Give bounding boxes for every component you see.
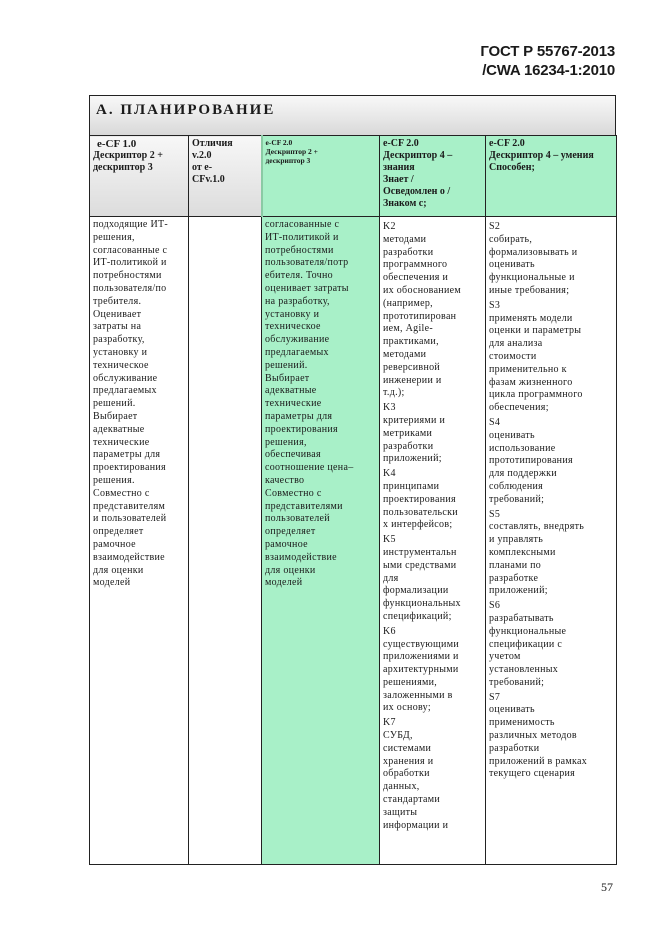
knowledge-text: существующими приложениями и архитектурными решениями, заложенными в их основу; [383, 638, 459, 714]
header-ecf2-skills-label: e-CF 2.0 Дескриптор 4 – умения Способен; [489, 138, 594, 173]
standard-subnumber: /CWA 16234-1:2010 [482, 62, 615, 79]
knowledge-text: инструментальн ыми средствами для формализации функциональных спецификаций; [383, 546, 461, 622]
table-body-row [90, 217, 617, 865]
header-ecf2-skills [486, 136, 617, 217]
header-ecf1 [90, 136, 189, 217]
knowledge-item [383, 534, 482, 624]
skill-item [489, 509, 613, 599]
skill-text: разрабатывать функциональные спецификации с учетом установленных требований; [489, 612, 567, 688]
knowledge-item [383, 221, 482, 400]
skill-text: составлять, внедрять и управлять комплексными планами по разработке приложений; [489, 521, 585, 597]
competence-table [89, 135, 617, 865]
skill-text: оценивать использование прототипирования для поддержки соблюдения требований; [489, 429, 573, 505]
skill-item [489, 417, 613, 507]
knowledge-code: K6 [383, 625, 396, 637]
ecf1-description: подходящие ИТ- решения, согласованные с ИТ-политикой и потребностями пользователя/по требителя. Оценивает затраты на разработку, установку и техническое обслуживание предлагаемых решений. Выбирает адекватные технические параметры для проектирования решения. Совместно с представителям и пользователей определяет рамочное взаимодействие для оценки моделей [93, 219, 169, 589]
page-number: 57 [601, 880, 613, 894]
skill-item [489, 600, 613, 690]
skill-item [489, 692, 613, 782]
ecf2-description: согласованные с ИТ-политикой и потребностями пользователя/потр ебителя. Точно оценивает затраты на разработку, установку и техническое обслуживание предлагаемых решений. Выбирает адекватные технические параметры для проектирования решения, обеспечивая соотношение цена– качество Совместно с представителями пользователей определяет рамочное взаимодействие для оценки моделей [265, 219, 354, 589]
document-header [480, 42, 615, 80]
cell-ecf1-text [90, 217, 189, 865]
table-header-row [90, 136, 617, 217]
cell-differences [189, 217, 262, 865]
cell-ecf2-text [262, 217, 380, 865]
knowledge-item [383, 626, 482, 716]
knowledge-item [383, 402, 482, 466]
header-differences-label: Отличия v.2.0 от e- CFv.1.0 [192, 138, 233, 185]
skill-code: S5 [489, 508, 501, 520]
knowledge-text: принципами проектирования пользовательски х интерфейсов; [383, 480, 458, 531]
skill-item [489, 300, 613, 415]
knowledge-text: СУБД, системами хранения и обработки данных, стандартами защиты информации и [383, 730, 449, 831]
header-differences [189, 136, 262, 217]
skill-code: S7 [489, 691, 501, 703]
skill-code: S6 [489, 600, 501, 612]
cell-knowledge [380, 217, 486, 865]
knowledge-code: K4 [383, 468, 396, 480]
skill-text: собирать, формализовывать и оценивать функциональные и иные требования; [489, 233, 578, 296]
knowledge-code: K3 [383, 402, 396, 414]
header-ecf2-descriptor [262, 136, 380, 217]
skill-code: S2 [489, 221, 501, 232]
knowledge-code: K5 [383, 534, 396, 546]
header-ecf2-knowledge [380, 136, 486, 217]
knowledge-item [383, 717, 482, 832]
knowledge-code: K7 [383, 717, 396, 729]
header-ecf2-descriptor-label: e-CF 2.0 Дескриптор 2 + дескриптор 3 [265, 138, 318, 165]
cell-skills [486, 217, 617, 865]
knowledge-text: методами разработки программного обеспечения и их обоснованием (например, прототипирован ием, Agile- практиками, методами реверсивной инженерии и т.д.); [383, 233, 461, 399]
header-ecf1-version: e-CF 1.0 [97, 138, 137, 150]
skill-code: S4 [489, 416, 501, 428]
knowledge-text: критериями и метриками разработки приложений; [383, 414, 446, 465]
header-ecf1-descriptor: Дескриптор 2 + дескриптор 3 [93, 150, 163, 173]
skill-item [489, 221, 613, 298]
section-title: А. ПЛАНИРОВАНИЕ [89, 95, 616, 135]
skill-code: S3 [489, 299, 501, 311]
header-ecf2-knowledge-label: e-CF 2.0 Дескриптор 4 – знания Знает / Осведомлен о / Знаком с; [383, 138, 453, 209]
skill-text: применять модели оценки и параметры для анализа стоимости применительно к фазам жизненного цикла программного обеспечения; [489, 312, 583, 414]
skill-text: оценивать применимость различных методов разработки приложений в рамках текущего сценария [489, 704, 588, 780]
knowledge-item [383, 468, 482, 532]
standard-number: ГОСТ Р 55767-2013 [480, 43, 615, 60]
knowledge-code: K2 [383, 221, 396, 232]
